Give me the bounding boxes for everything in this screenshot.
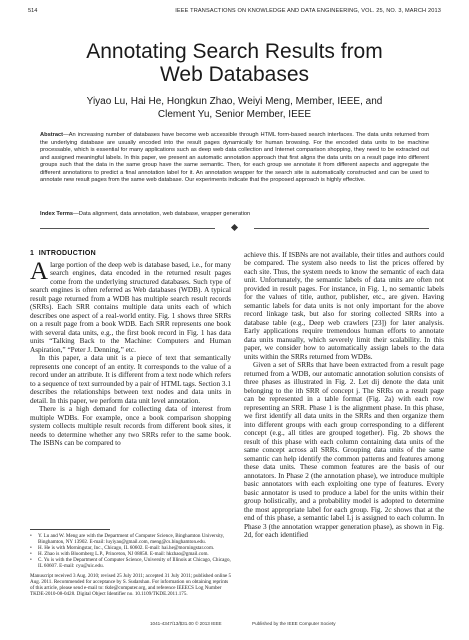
abstract: [40, 132, 429, 185]
paper-title: [40, 40, 429, 86]
running-head: [28, 8, 441, 18]
footnotes: [30, 533, 233, 597]
section-number: 1: [30, 250, 35, 257]
left-column: [30, 258, 231, 448]
right-column: [244, 251, 444, 539]
issn-line: 1041-4347/13/$31.00 © 2013 IEEE: [150, 621, 222, 626]
section-title: INTRODUCTION: [38, 250, 96, 257]
footnote-rule: [30, 529, 110, 530]
divider-line-left: [40, 228, 215, 229]
footnote-item: • H. He is with Morningstar, Inc., Chicago, IL 60602. E-mail: hai.he@morningstar.com.: [30, 545, 215, 552]
footnote-item: • H. Zhao is with Bloomberg L.P., Princeton, NJ 08858. E-mail: hkzhao@gmail.com.: [30, 551, 209, 558]
manuscript-note: Manuscript received 3 Aug. 2010; revised 25 July 2011; accepted 31 July 2011; published online 5 Aug. 2011. Recommended for acceptance by S. Sudarshan. For information on obtaining reprints of this article, please send e-mail to: tkde@computer.org, and reference IEEECS Log Number TKDE-2010-08-0428. Digital Object Identifier no. 10.1109/TKDE.2011.175.: [30, 572, 232, 597]
page-number: 514: [28, 8, 38, 14]
index-terms: [40, 211, 429, 219]
index-terms-label: Index Terms: [40, 211, 74, 217]
author-list: [40, 96, 429, 121]
index-terms-text: —Data alignment, data annotation, web database, wrapper generation: [73, 211, 251, 217]
journal-header: IEEE TRANSACTIONS ON KNOWLEDGE AND DATA ENGINEERING, VOL. 25, NO. 3, MARCH 2013: [175, 8, 441, 14]
intro-paragraph-5: Given a set of SRRs that have been extracted from a result page returned from a WDB, our automatic annotation solution consists of three phases as illustrated in Fig. 2. Let dij denote the data unit belonging to the ith SRR of concept j. The SRRs on a result page can be represented in a table format (Fig. 2a) with each row representing an SRR. Phase 1 is the alignment phase. In this phase, we first identify all data units in the SRRs and then organize them into different groups with each group corresponding to a different concept (e.g., all titles are grouped together). Fig. 2b shows the result of this phase with each column containing data units of the same concept across all SRRs. Grouping data units of the same semantic can help identify the common patterns and features among these data units. These common features are the basis of our annotators. In Phase 2 (the annotation phase), we introduce multiple basic annotators with each exploiting one type of features. Every basic annotator is used to produce a label for the units within their group holistically, and a probability model is adopted to determine the most appropriate label for each group. Fig. 2c shows that at the end of this phase, a semantic label Lj is assigned to each column. In Phase 3 (the annotation wrapper generation phase), as shown in Fig. 2d, for each identified: [244, 361, 444, 539]
divider-line-right: [254, 228, 429, 229]
intro-paragraph-1: Alarge portion of the deep web is database based, i.e., for many search engines, data encoded in the returned result pages come from the underlying structured databases. Such type of search engines is often referred as Web databases (WDB). A typical result page returned from a WDB has multiple search result records (SRRs). Each SRR contains multiple data units each of which describes one aspect of a real-world entity. Fig. 1 shows three SRRs on a result page from a book WDB. Each SRR represents one book with several data units, e.g., the first book record in Fig. 1 has data units “Talking Back to the Machine: Computers and Human Aspiration,” “Peter J. Denning,” etc.: [30, 258, 231, 354]
intro-paragraph-2: In this paper, a data unit is a piece of text that semantically represents one concept of an entity. It corresponds to the value of a record under an attribute. It is different from a text node which refers to a sequence of text surrounded by a pair of HTML tags. Section 3.1 describes the relationships between text nodes and data units in detail. In this paper, we perform data unit level annotation.: [30, 354, 231, 405]
drop-cap: A: [30, 258, 49, 285]
section-divider: [40, 225, 429, 233]
abstract-text: —An increasing number of databases have become web accessible through HTML form-based search interfaces. The data units returned from the underlying database are usually encoded into the result pages dynamically for human browsing. For the encoded data units to be machine processable, which is essential for many applications such as deep web data collection and Internet comparison shopping, they need to be extracted out and assigned meaningful labels. In this paper, we present an automatic annotation approach that first aligns the data units on a result page into different groups such that the data in the same group have the same semantic. Then, for each group we annotate it from different aspects and aggregate the different annotations to predict a final annotation label for it. An annotation wrapper for the search site is automatically constructed and can be used to annotate new result pages from the same web database. Our experiments indicate that the proposed approach is highly effective.: [40, 132, 429, 184]
publisher-line: Published by the IEEE Computer Society: [252, 621, 336, 626]
intro-paragraph-3: There is a high demand for collecting data of interest from multiple WDBs. For example, once a book comparison shopping system collects multiple result records from different book sites, it needs to determine whether any two SRRs refer to the same book. The ISBNs can be compared to: [30, 405, 231, 448]
title-line-2: Web Databases: [159, 63, 310, 86]
authors-line-2: Clement Yu, Senior Member, IEEE: [157, 108, 312, 120]
intro-paragraph-4: achieve this. If ISBNs are not available, their titles and authors could be compared. The system also needs to list the prices offered by each site. Thus, the system needs to know the semantic of each data unit. Unfortunately, the semantic labels of data units are often not provided in result pages. For instance, in Fig. 1, no semantic labels for the values of title, author, publisher, etc., are given. Having semantic labels for data units is not only important for the above record linkage task, but also for storing collected SRRs into a database table (e.g., Deep web crawlers [23]) for later analysis. Early applications require tremendous human efforts to annotate data units manually, which severely limit their scalability. In this paper, we consider how to automatically assign labels to the data units within the SRRs returned from WDBs.: [244, 251, 444, 361]
authors-line-1: Yiyao Lu, Hai He, Hongkun Zhao, Weiyi Meng, Member, IEEE, and: [86, 96, 383, 107]
title-line-1: Annotating Search Results from: [86, 40, 383, 63]
abstract-label: Abstract: [40, 132, 64, 138]
diamond-icon: [231, 224, 238, 231]
footnote-item: • C. Yu is with the Department of Computer Science, University of Illinois at Chicago, Chicago, IL 60607. E-mail: cyu@uic.edu.: [30, 557, 231, 570]
section-heading: [30, 250, 96, 257]
footnote-item: • Y. Lu and W. Meng are with the Department of Computer Science, Binghamton University, Binghamton, NY 13902. E-mail: luyiyao@gmail.com, meng@cs.binghamton.edu.: [30, 533, 225, 546]
